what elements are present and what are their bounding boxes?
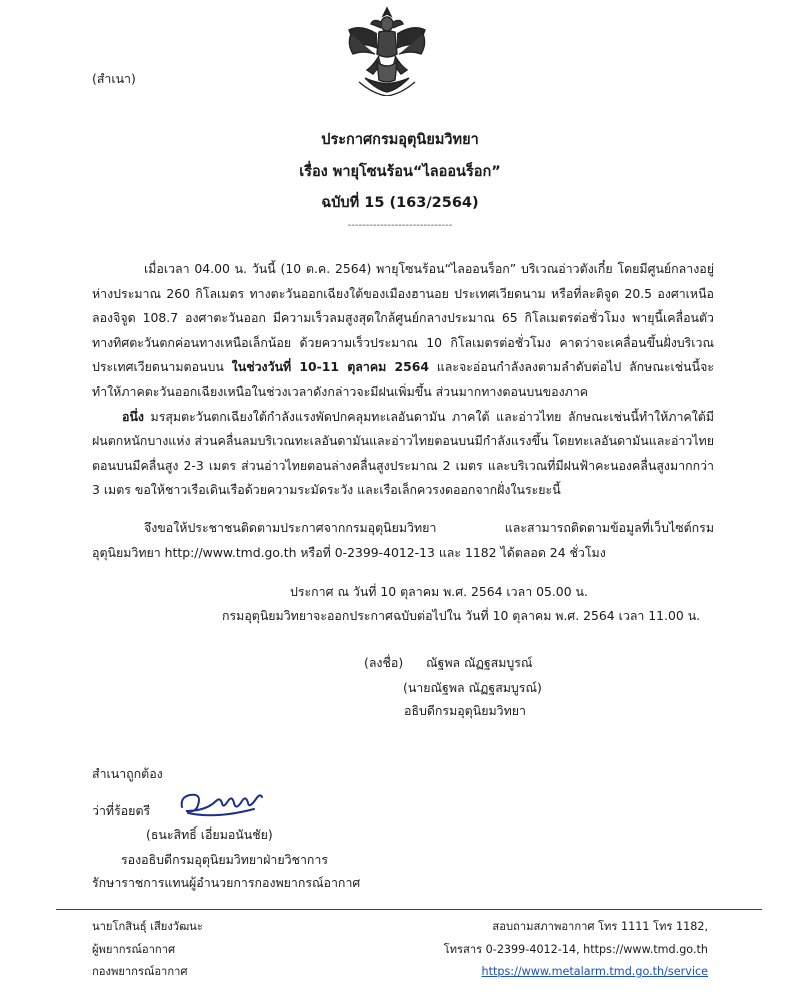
handwritten-signature <box>176 787 266 821</box>
document-title: ประกาศกรมอุตุนิยมวิทยา <box>321 132 479 148</box>
certifier-name: (ธนะสิทธิ์ เอี่ยมอนันชัย) <box>146 827 273 842</box>
certifier-rank: ว่าที่ร้อยตรี <box>92 803 151 818</box>
issued-datetime: ประกาศ ณ วันที่ 10 ตุลาคม พ.ศ. 2564 เวลา 05.00 น. <box>290 584 588 599</box>
paragraph-2-emphasis: อนึ่ง <box>122 408 144 424</box>
footer-forecaster <box>92 916 203 984</box>
fax-website: โทรสาร 0-2399-4012-14, https://www.tmd.go.th <box>443 942 708 956</box>
paragraph-1-date-emphasis: ในช่วงวันที่ 10-11 ตุลาคม 2564 <box>231 359 429 375</box>
next-issue-note: กรมอุตุนิยมวิทยาจะออกประกาศฉบับต่อไปใน วันที่ 10 ตุลาคม พ.ศ. 2564 เวลา 11.00 น. <box>222 608 701 623</box>
certified-copy-label: สำเนาถูกต้อง <box>92 766 163 781</box>
inquiry-phone: สอบถามสภาพอากาศ โทร 1111 โทร 1182, <box>492 920 708 933</box>
bulletin-body <box>92 257 714 503</box>
forecaster-role: ผู้พยากรณ์อากาศ <box>92 942 176 956</box>
footer-contact <box>444 916 708 984</box>
metalarm-link[interactable]: https://www.metalarm.tmd.go.th/service <box>481 965 708 979</box>
signed-name: ณัฐพล ณัฏฐสมบูรณ์ <box>426 655 533 670</box>
issue-number: ฉบับที่ 15 (163/2564) <box>321 195 479 211</box>
signed-label: (ลงชื่อ) <box>364 655 404 670</box>
paragraph-1: เมื่อเวลา 04.00 น. วันนี้ (10 ต.ค. 2564) พายุโซนร้อน“ไลออนร็อก” บริเวณอ่าวตังเกี๋ย โดยมีศูนย์กลางอยู่ห่างประมาณ 260 กิโลเมตร ทางตะวันออกเฉียงใต้ของเมืองฮานอย ประเทศเวียดนาม หรือที่ละติจูด 20.5 องศาเหนือ ลองจิจูด 108.7 องศาตะวันออก มีความเร็วลมสูงสุดใกล้ศูนย์กลางประมาณ 65 กิโลเมตรต่อชั่วโมง พายุนี้เคลื่อนตัวทางทิศตะวันตกค่อนทางเหนือเล็กน้อย ด้วยความเร็วประมาณ 10 กิโลเมตรต่อชั่วโมง คาดว่าจะเคลื่อนขึ้นฝั่งบริเวณประเทศเวียดนามตอนบน ในช่วงวันที่ 10-11 ตุลาคม 2564 และจะอ่อนกำลังลงตามลำดับต่อไป ลักษณะเช่นนี้จะทำให้ภาคตะวันออกเฉียงเหนือในช่วงเวลาดังกล่าวจะมีฝนเพิ่มขึ้น ส่วนมากทางตอนบนของภาค <box>92 261 714 399</box>
footer-divider <box>56 909 762 910</box>
title-separator: ----------------------------- <box>347 220 453 231</box>
certifier-acting-position: รักษาราชการแทนผู้อำนวยการกองพยากรณ์อากาศ <box>92 875 361 890</box>
forecast-division: กองพยากรณ์อากาศ <box>92 965 188 979</box>
document-subject: เรื่อง พายุโซนร้อน“ไลออนร็อก” <box>299 164 501 180</box>
forecaster-name: นายโกสินธุ์ เสียงวัฒนะ <box>92 920 203 933</box>
paragraph-3: จึงขอให้ประชาชนติดตามประกาศจากกรมอุตุนิยมวิทยา และสามารถติดตามข้อมูลที่เว็บไซต์กรมอุตุนิยมวิทยา http://www.tmd.go.th หรือที่ 0-2399-4012-13 และ 1182 ได้ตลอด 24 ชั่วโมง <box>92 520 714 560</box>
paragraph-2: อนึ่ง มรสุมตะวันตกเฉียงใต้กำลังแรงพัดปกคลุมทะเลอันดามัน ภาคใต้ และอ่าวไทย ลักษณะเช่นนี้ทำให้ภาคใต้มีฝนตกหนักบางแห่ง ส่วนคลื่นลมบริเวณทะเลอันดามันและอ่าวไทยตอนบนมีกำลังแรงขึ้น โดยทะเลอันดามันและอ่าวไทยตอนบนมีคลื่นสูง 2-3 เมตร ส่วนอ่าวไทยตอนล่างคลื่นสูงประมาณ 2 เมตร และบริเวณที่มีฝนฟ้าคะนองคลื่นสูงมากกว่า 3 เมตร ขอให้ชาวเรือเดินเรือด้วยความระมัดระวัง และเรือเล็กควรงดออกจากฝั่งในระยะนี้ <box>92 408 714 498</box>
copy-label: (สำเนา) <box>92 71 136 86</box>
director-full-name: (นายณัฐพล ณัฏฐสมบูรณ์) <box>403 680 542 695</box>
director-position: อธิบดีกรมอุตุนิยมวิทยา <box>404 703 526 718</box>
garuda-emblem-icon <box>343 4 431 96</box>
certifier-position: รองอธิบดีกรมอุตุนิยมวิทยาฝ่ายวิชาการ <box>121 852 329 867</box>
